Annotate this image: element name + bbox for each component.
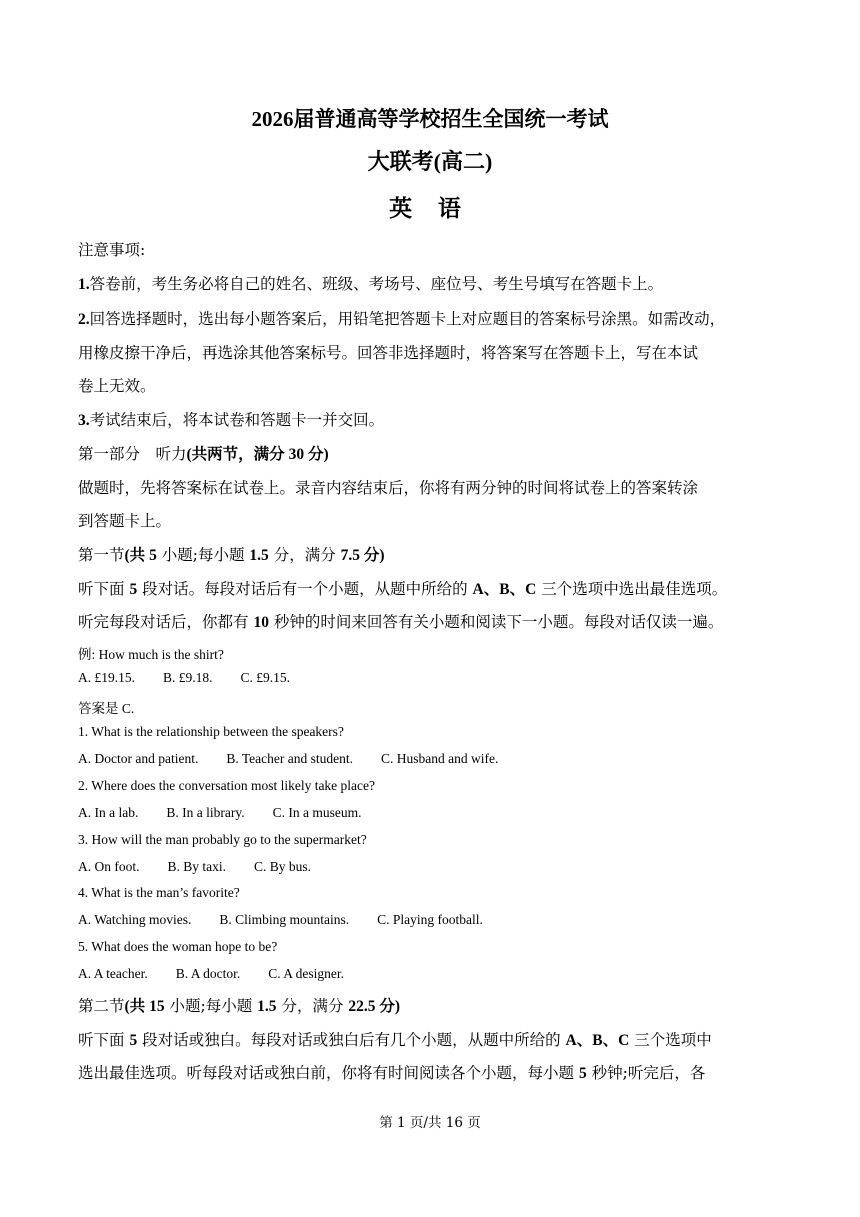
note-1 <box>78 272 663 294</box>
note-2-text: 回答选择题时，选出每小题答案后，用铅笔把答题卡上对应题目的答案标号涂黑。如需改动， <box>89 310 726 328</box>
section2-heading-count: 15 <box>149 998 165 1015</box>
part1-instructions-cont: 到答题卡上。 <box>78 512 172 530</box>
section1-heading-total: 7.5 <box>340 547 360 564</box>
section2-heading-total: 22.5 <box>348 998 376 1015</box>
s2-instr-c: 三个选项中 <box>629 1031 712 1049</box>
q5-option-c: C. A designer. <box>268 966 345 981</box>
s1-instr-b: 段对话。每段对话后有一个小题，从题中所给的 <box>137 580 473 598</box>
section2-heading-unit: 分) <box>375 998 401 1015</box>
s1-instr-c: 三个选项中选出最佳选项。 <box>536 580 728 598</box>
section2-heading-label: 第二节 <box>78 997 125 1015</box>
example-option-c: C. £9.15. <box>240 670 291 685</box>
section1-heading-text2: 分，满分 <box>268 546 341 564</box>
question-4: 4. What is the man’s favorite? <box>78 885 240 900</box>
q4-option-c: C. Playing football. <box>377 912 483 927</box>
example-answer: 答案是 C. <box>78 701 135 716</box>
part1-heading-score: 30 <box>288 446 305 463</box>
s1-instr2-b: 秒钟的时间来回答有关小题和阅读下一小题。每段对话仅读一遍。 <box>268 613 724 631</box>
q5-option-b: B. A doctor. <box>175 966 241 981</box>
s2-instr2-a: 选出最佳选项。听每段对话或独白前，你将有时间阅读各个小题，每小题 <box>78 1064 579 1082</box>
page-footer: 第 1 页/共 16 页 <box>379 1115 481 1131</box>
part1-instructions: 做题时，先将答案标在试卷上。录音内容结束后，你将有两分钟的时间将试卷上的答案转涂 <box>78 479 699 497</box>
section2-heading-each: 1.5 <box>257 998 277 1015</box>
question-3: 3. How will the man probably go to the supermarket? <box>78 832 367 847</box>
s1-instr2-n: 10 <box>253 614 269 631</box>
note-2-number: 2. <box>78 311 90 328</box>
example-question: 例: How much is the shirt? <box>78 647 224 662</box>
exam-subtitle: 大联考(高二) <box>367 149 493 174</box>
s1-instr2-a: 听完每段对话后，你都有 <box>78 613 254 631</box>
q2-option-c: C. In a museum. <box>272 805 362 820</box>
part1-heading-unit: 分) <box>304 446 329 463</box>
section2-heading-text: 小题;每小题 <box>164 997 258 1015</box>
s2-instr2-b: 秒钟;听完后，各 <box>586 1064 706 1082</box>
note-2-cont: 用橡皮擦干净后，再选涂其他答案标号。回答非选择题时，将答案写在答题卡上，写在本试 <box>78 344 699 362</box>
q1-option-a: A. Doctor and patient. <box>78 751 199 766</box>
q5-option-a: A. A teacher. <box>78 966 148 981</box>
section1-heading-paren: (共 <box>124 547 150 564</box>
section1-heading-text: 小题;每小题 <box>156 546 250 564</box>
section1-heading-unit: 分) <box>360 547 385 564</box>
note-2-end: 卷上无效。 <box>78 377 156 395</box>
question-2-options <box>78 805 389 821</box>
q3-option-b: B. By taxi. <box>167 859 227 874</box>
s2-instr-a: 听下面 <box>78 1031 130 1049</box>
question-4-options <box>78 912 511 928</box>
section2-heading-paren: (共 <box>124 998 150 1015</box>
section1-instructions <box>78 577 727 599</box>
s1-instr-a: 听下面 <box>78 580 130 598</box>
question-3-options <box>78 859 339 875</box>
note-3 <box>78 408 384 430</box>
question-5-options <box>78 966 372 982</box>
section2-heading-text2: 分，满分 <box>276 997 349 1015</box>
s2-instr-n: 5 <box>129 1032 138 1049</box>
s2-instr-abc: A、B、C <box>565 1032 630 1049</box>
example-options <box>78 670 318 686</box>
q2-option-a: A. In a lab. <box>78 805 139 820</box>
question-5: 5. What does the woman hope to be? <box>78 939 278 954</box>
q3-option-a: A. On foot. <box>78 859 140 874</box>
question-1-options <box>78 751 526 767</box>
note-1-text: 答卷前，考生务必将自己的姓名、班级、考场号、座位号、考生号填写在答题卡上。 <box>89 275 664 293</box>
example-option-b: B. £9.18. <box>163 670 213 685</box>
q1-option-c: C. Husband and wife. <box>381 751 499 766</box>
s1-instr-n: 5 <box>129 581 138 598</box>
q2-option-b: B. In a library. <box>166 805 245 820</box>
section1-heading-each: 1.5 <box>249 547 269 564</box>
subject-title: 英 语 <box>389 196 471 221</box>
s1-instr-abc: A、B、C <box>472 581 537 598</box>
question-1: 1. What is the relationship between the speakers? <box>78 724 344 739</box>
section1-heading <box>78 543 385 565</box>
note-3-number: 3. <box>78 412 90 429</box>
q4-option-b: B. Climbing mountains. <box>219 912 350 927</box>
section1-heading-label: 第一节 <box>78 546 125 564</box>
part1-heading <box>78 442 329 464</box>
example-option-a: A. £19.15. <box>78 670 135 685</box>
section2-instructions <box>78 1028 712 1050</box>
section2-instructions-2 <box>78 1061 705 1083</box>
note-3-text: 考试结束后，将本试卷和答题卡一并交回。 <box>89 411 385 429</box>
s2-instr2-n: 5 <box>578 1065 587 1082</box>
part1-heading-label: 第一部分 听力 <box>78 445 187 463</box>
exam-title: 2026届普通高等学校招生全国统一考试 <box>251 107 609 131</box>
section2-heading <box>78 994 400 1016</box>
notes-heading: 注意事项: <box>78 241 146 259</box>
s2-instr-b: 段对话或独白。每段对话或独白后有几个小题，从题中所给的 <box>137 1031 566 1049</box>
q3-option-c: C. By bus. <box>254 859 312 874</box>
section1-instructions-2 <box>78 610 723 632</box>
question-2: 2. Where does the conversation most likely take place? <box>78 778 376 793</box>
q4-option-a: A. Watching movies. <box>78 912 192 927</box>
note-2 <box>78 307 725 329</box>
note-1-number: 1. <box>78 276 90 293</box>
section1-heading-count: 5 <box>149 547 157 564</box>
part1-heading-paren: (共两节，满分 <box>186 446 289 463</box>
q1-option-b: B. Teacher and student. <box>226 751 353 766</box>
